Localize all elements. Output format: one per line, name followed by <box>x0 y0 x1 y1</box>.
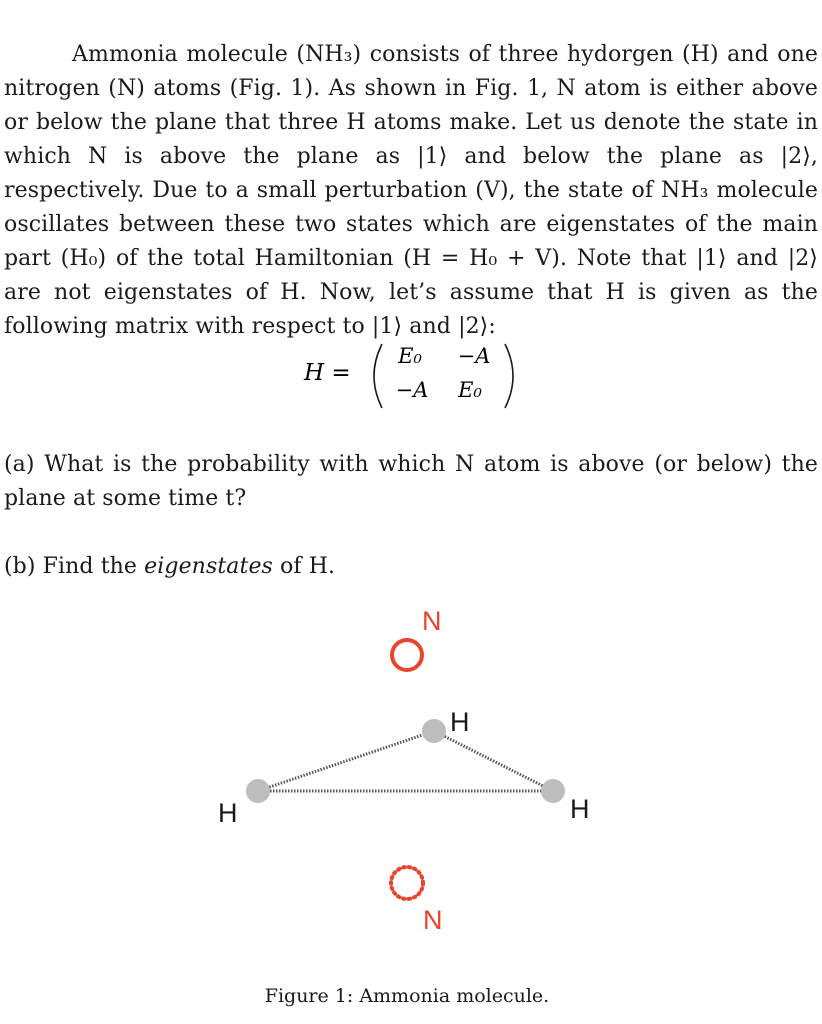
question-b-emphasis: eigenstates <box>144 554 273 579</box>
bond-top-to-right <box>434 731 553 791</box>
question-b-prefix: (b) Find the <box>4 554 145 579</box>
nitrogen-atom-below <box>391 867 423 899</box>
hydrogen-atom-right <box>541 779 565 803</box>
question-a: (a) What is the probability with which N atom is above (or below) the plane at some time t? <box>4 452 818 511</box>
right-paren <box>505 344 513 408</box>
matrix-lhs: H = <box>304 360 351 386</box>
question-b <box>4 550 818 584</box>
label-n-bottom: N <box>423 905 443 935</box>
label-h-top: H <box>450 707 470 737</box>
matrix-cell-21: −A <box>395 378 429 402</box>
left-paren <box>374 344 382 408</box>
intro-paragraph: Ammonia molecule (NH₃) consists of three hydorgen (H) and one nitrogen (N) atoms (Fig. 1). As shown in Fig. 1, N atom is either above or below the plane that three H atoms make. Let us denote the state in which N is above the plane as |1⟩ and below the plane as |2⟩, respectively. Due to a small perturbation (V), the state of NH₃ molecule oscillates between these two states which are eigenstates of the main part (H₀) of the total Hamiltonian (H = H₀ + V). Note that |1⟩ and |2⟩ are not eigenstates of H. Now, let’s assume that H is given as the following matrix with respect to |1⟩ and |2⟩: <box>4 42 818 339</box>
matrix-cell-11: E₀ <box>398 344 422 368</box>
label-h-right: H <box>570 794 590 824</box>
label-h-left: H <box>218 798 238 828</box>
matrix-cell-12: −A <box>457 344 491 368</box>
hydrogen-atom-top <box>422 719 446 743</box>
ammonia-figure <box>0 590 822 980</box>
question-b-suffix: of H. <box>272 554 336 579</box>
bond-left-to-top <box>258 731 434 791</box>
hamiltonian-matrix <box>0 338 822 414</box>
label-n-top: N <box>422 606 442 636</box>
hydrogen-atom-left <box>246 779 270 803</box>
nitrogen-atom-above <box>392 640 422 670</box>
matrix-cell-22: E₀ <box>458 378 482 402</box>
figure-caption: Figure 1: Ammonia molecule. <box>264 985 550 1007</box>
